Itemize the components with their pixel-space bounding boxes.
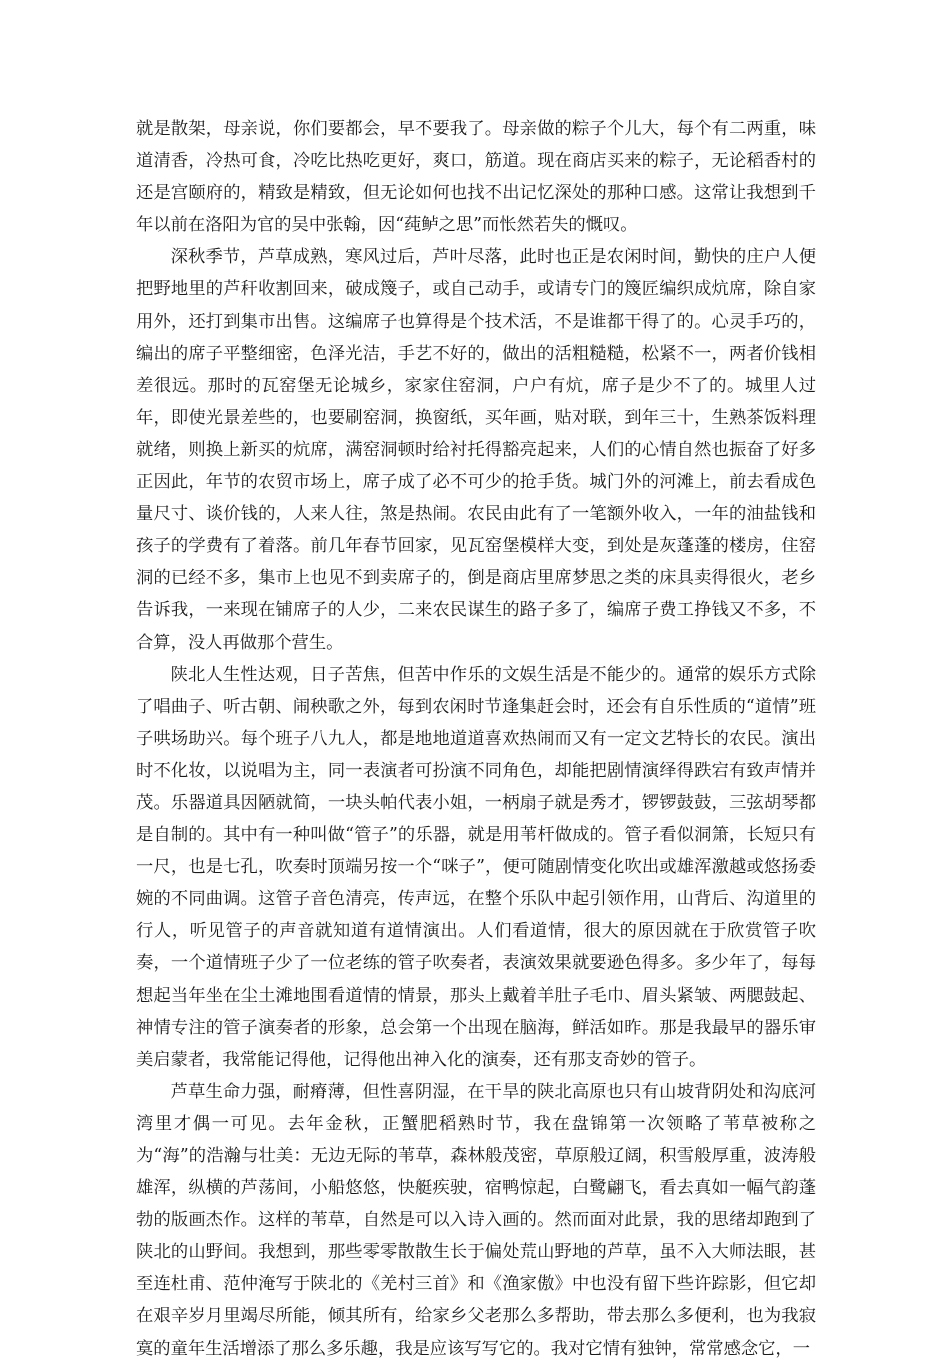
paragraph-reed-mats: 深秋季节，芦草成熟，寒风过后，芦叶尽落，此时也正是农闲时间，勤快的庄户人便把野地里的芦秆收割回来，破成篾子，或自己动手，或请专门的篾匠编织成炕席，除自家用外，还打到集市出售。这编席子也算得是个技术活，不是谁都干得了的。心灵手巧的，编出的席子平整细密，色泽光洁，手艺不好的，做出的活粗糙糙，松紧不一，两者价钱相差很远。那时的瓦窑堡无论城乡，家家住窑洞，户户有炕，席子是少不了的。城里人过年，即使光景差些的，也要刷窑洞，换窗纸，买年画，贴对联，到年三十，生熟茶饭料理就绪，则换上新买的炕席，满窑洞顿时给衬托得豁亮起来，人们的心情自然也振奋了好多正因此，年节的农贸市场上，席子成了必不可少的抢手货。城门外的河滩上，前去看成色量尺寸、谈价钱的，人来人往，煞是热闹。农民由此有了一笔额外收入，一年的油盐钱和孩子的学费有了着落。前几年春节回家，见瓦窑堡模样大变，到处是灰蓬蓬的楼房，住窑洞的已经不多，集市上也见不到卖席子的，倒是商店里席梦思之类的床具卖得很火，老乡告诉我，一来现在铺席子的人少，二来农民谋生的路子多了，编席子费工挣钱又不多，不合算，没人再做那个营生。	[136, 247, 816, 653]
paragraph-zongzi: 就是散架，母亲说，你们要都会，早不要我了。母亲做的粽子个儿大，每个有二两重，味道清香，冷热可食，冷吃比热吃更好，爽口，筋道。现在商店买来的粽子，无论稻香村的还是宫颐府的，精致是精致，但无论如何也找不出记忆深处的那种口感。这常让我想到千年以前在洛阳为官的吴中张翰，因“莼鲈之思”而怅然若失的慨叹。	[136, 119, 816, 236]
document-body	[136, 113, 816, 1365]
paragraph-reed-sea: 芦草生命力强，耐瘠薄，但性喜阴湿，在干旱的陕北高原也只有山坡背阴处和沟底河湾里才偶一可见。去年金秋，正蟹肥稻熟时节，我在盘锦第一次领略了苇草被称之为“海”的浩瀚与壮美：无边无际的苇草，森林般茂密，草原般辽阔，积雪般厚重，波涛般雄浑，纵横的芦荡间，小船悠悠，快艇疾驶，宿鸭惊起，白鹭翩飞，看去真如一幅气韵蓬勃的版画杰作。这样的苇草，自然是可以入诗入画的。然而面对此景，我的思绪却跑到了陕北的山野间。我想到，那些零零散散生长于偏处荒山野地的芦草，虽不入大师法眼，甚至连杜甫、范仲淹写于陕北的《羌村三首》和《渔家傲》中也没有留下些许踪影，但它却在艰辛岁月里竭尽所能，倾其所有，给家乡父老那么多帮助，带去那么多便利，也为我寂寞的童年生活增添了那么多乐趣，我是应该写写它的。我对它情有独钟，常常感念它，一	[136, 1081, 816, 1359]
paragraph-daoqing-guanzi: 陕北人生性达观，日子苦焦，但苦中作乐的文娱生活是不能少的。通常的娱乐方式除了唱曲子、听古朝、闹秧歌之外，每到农闲时节逢集赶会时，还会有自乐性质的“道情”班子哄场助兴。每个班子八九人，都是地地道道喜欢热闹而又有一定文艺特长的农民。演出时不化妆，以说唱为主，同一表演者可扮演不同角色，却能把剧情演绎得跌宕有致声情并茂。乐器道具因陋就简，一块头帕代表小姐，一柄扇子就是秀才，锣锣鼓鼓，三弦胡琴都是自制的。其中有一种叫做“管子”的乐器，就是用苇杆做成的。管子看似洞箫，长短只有一尺，也是七孔，吹奏时顶端另按一个“咪子”，便可随剧情变化吹出或雄浑激越或悠扬委婉的不同曲调。这管子音色清亮，传声远，在整个乐队中起引领作用，山背后、沟道里的行人，听见管子的声音就知道有道情演出。人们看道情，很大的原因就在于欣赏管子吹奏，一个道情班子少了一位老练的管子吹奏者，表演效果就要逊色得多。多少年了，每每想起当年坐在尘土滩地围看道情的情景，那头上戴着羊肚子毛巾、眉头紧皱、两腮鼓起、神情专注的管子演奏者的形象，总会第一个出现在脑海，鲜活如昨。那是我最早的器乐审美启蒙者，我常能记得他，记得他出神入化的演奏，还有那支奇妙的管子。	[136, 664, 816, 1070]
